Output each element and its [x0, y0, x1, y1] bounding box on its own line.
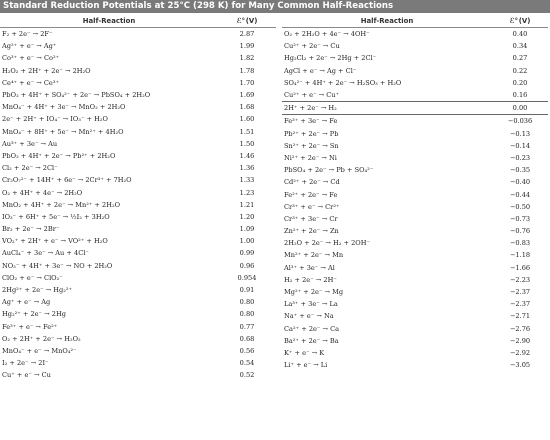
potential-value-cell: 0.52	[239, 371, 255, 380]
half-reaction-cell: Cu⁺ + e⁻ → Cu	[2, 371, 51, 380]
potential-value-cell: −0.23	[509, 153, 531, 162]
potential-header: ℰ° (V)	[492, 16, 548, 28]
potential-value-cell: 0.22	[512, 66, 528, 75]
potential-value-cell: −3.05	[509, 361, 531, 370]
half-reaction-header: Half-Reaction	[282, 16, 492, 28]
potential-unit: V	[248, 17, 255, 25]
potential-value-cell: 1.68	[239, 103, 255, 112]
table-row	[282, 359, 548, 371]
potential-symbol: ℰ°	[509, 17, 519, 25]
table-row	[282, 52, 548, 64]
table-row	[282, 152, 548, 164]
potential-value-cell: 1.50	[239, 139, 255, 148]
half-reaction-cell: Na⁺ + e⁻ → Na	[284, 312, 334, 321]
table-row	[0, 211, 276, 223]
potential-value-cell: 0.27	[512, 54, 528, 63]
potential-value-cell: 1.09	[239, 225, 255, 234]
half-reaction-cell: Mg²⁺ + 2e⁻ → Mg	[284, 288, 344, 297]
table-row	[0, 272, 276, 284]
half-reaction-cell: O₂ + 4H⁺ + 4e⁻ → 2H₂O	[2, 188, 83, 197]
table-row	[0, 247, 276, 259]
half-reaction-cell: Fe³⁺ + 3e⁻ → Fe	[284, 117, 338, 126]
half-reaction-cell: O₂ + 2H⁺ + 2e⁻ → H₂O₂	[2, 334, 81, 343]
table-row	[0, 296, 276, 308]
half-reaction-cell: PbO₂ + 4H⁺ + 2e⁻ → Pb²⁺ + 2H₂O	[2, 151, 116, 160]
potential-value-cell: −0.76	[509, 227, 531, 236]
half-reaction-cell: IO₃⁻ + 6H⁺ + 5e⁻ → ½I₂ + 3H₂O	[2, 212, 110, 221]
potential-value-cell: 1.70	[239, 78, 255, 87]
table-row	[0, 138, 276, 150]
potential-value-cell: 1.23	[239, 188, 255, 197]
half-reaction-cell: O₂ + 2H₂O + 4e⁻ → 4OH⁻	[284, 30, 370, 39]
potential-value-cell: 0.91	[239, 286, 255, 295]
table-row	[282, 298, 548, 310]
potential-value-cell: −0.83	[509, 239, 531, 248]
half-reaction-cell: MnO₄⁻ + 4H⁺ + 3e⁻ → MnO₂ + 2H₂O	[2, 103, 126, 112]
potential-value-cell: 1.78	[239, 66, 255, 75]
half-reaction-cell: Hg₂²⁺ + 2e⁻ → 2Hg	[2, 310, 66, 319]
table-row	[282, 40, 548, 52]
potential-value-cell: 0.56	[239, 346, 255, 355]
table-row	[0, 162, 276, 174]
potential-value-cell: −0.14	[509, 141, 531, 150]
potential-value-cell: −2.92	[509, 348, 531, 357]
potential-value-cell: −2.71	[509, 312, 531, 321]
table-row	[0, 77, 276, 89]
table-row	[282, 323, 548, 335]
potential-value-cell: −2.23	[509, 275, 531, 284]
potential-value-cell: 1.46	[239, 151, 255, 160]
half-reaction-cell: Cr³⁺ + e⁻ → Cr²⁺	[284, 202, 340, 211]
potential-value-cell: 1.69	[239, 91, 255, 100]
half-reaction-cell: Au³⁺ + 3e⁻ → Au	[2, 139, 58, 148]
table-row	[282, 89, 548, 102]
table-row	[282, 274, 548, 286]
table-row	[0, 113, 276, 125]
potential-value-cell: 2.87	[239, 30, 255, 39]
half-reaction-cell: 2e⁻ + 2H⁺ + IO₄⁻ → IO₃⁻ + H₂O	[2, 115, 108, 124]
left-potentials-table	[0, 16, 276, 381]
potential-value-cell: 1.82	[239, 54, 255, 63]
table-row	[0, 345, 276, 357]
table-row	[0, 89, 276, 101]
half-reaction-cell: Sn²⁺ + 2e⁻ → Sn	[284, 141, 339, 150]
potential-value-cell: 0.80	[239, 298, 255, 307]
potential-value-cell: 1.20	[239, 212, 255, 221]
potential-value-cell: 0.54	[239, 359, 255, 368]
table-row	[282, 115, 548, 128]
potential-header: ℰ° (V)	[218, 16, 276, 28]
table-row	[0, 223, 276, 235]
half-reaction-cell: Fe³⁺ + e⁻ → Fe²⁺	[2, 322, 58, 331]
half-reaction-cell: H₂O₂ + 2H⁺ + 2e⁻ → 2H₂O	[2, 66, 91, 75]
table-row	[0, 369, 276, 381]
potential-value-cell: 1.00	[239, 237, 255, 246]
half-reaction-cell: 2H₂O + 2e⁻ → H₂ + 2OH⁻	[284, 239, 370, 248]
potential-value-cell: 1.36	[239, 164, 255, 173]
potential-value-cell: 0.80	[239, 310, 255, 319]
potential-value-cell: −0.35	[509, 166, 531, 175]
table-row	[282, 28, 548, 41]
half-reaction-cell: F₂ + 2e⁻ → 2F⁻	[2, 30, 53, 39]
potential-value-cell: 0.68	[239, 334, 255, 343]
half-reaction-cell: Cd²⁺ + 2e⁻ → Cd	[284, 178, 340, 187]
half-reaction-cell: K⁺ + e⁻ → K	[284, 348, 325, 357]
table-row	[282, 65, 548, 77]
table-row	[0, 321, 276, 333]
half-reaction-cell: PbO₂ + 4H⁺ + SO₄²⁻ + 2e⁻ → PbSO₄ + 2H₂O	[2, 91, 151, 100]
potential-value-cell: −0.73	[509, 214, 531, 223]
right-header-row	[282, 16, 548, 28]
table-row	[282, 164, 548, 176]
half-reaction-cell: Cu²⁺ + 2e⁻ → Cu	[284, 42, 340, 51]
half-reaction-cell: SO₄²⁻ + 4H⁺ + 2e⁻ → H₂SO₃ + H₂O	[284, 78, 402, 87]
half-reaction-cell: 2H⁺ + 2e⁻ → H₂	[282, 102, 492, 115]
table-row	[0, 235, 276, 247]
potential-value-cell: −1.66	[509, 263, 531, 272]
potential-value-cell: 0.99	[239, 249, 255, 258]
half-reaction-cell: La³⁺ + 3e⁻ → La	[284, 300, 338, 309]
half-reaction-cell: Mn²⁺ + 2e⁻ → Mn	[284, 251, 344, 260]
table-row	[0, 150, 276, 162]
half-reaction-cell: MnO₂ + 4H⁺ + 2e⁻ → Mn²⁺ + 2H₂O	[2, 200, 121, 209]
half-reaction-cell: Ba²⁺ + 2e⁻ → Ba	[284, 336, 339, 345]
half-reaction-cell: Br₂ + 2e⁻ → 2Br⁻	[2, 225, 60, 234]
table-row	[282, 102, 548, 115]
potential-value-cell: 0.96	[239, 261, 255, 270]
table-row	[0, 308, 276, 320]
potential-value-cell: −2.37	[509, 300, 531, 309]
table-row	[282, 201, 548, 213]
potential-value-cell: −0.13	[509, 129, 531, 138]
potential-value-cell: 0.954	[237, 273, 257, 282]
table-row	[282, 249, 548, 261]
potential-value-cell: −1.18	[509, 251, 531, 260]
table-row	[282, 347, 548, 359]
half-reaction-cell: ClO₂ + e⁻ → ClO₂⁻	[2, 273, 63, 282]
half-reaction-cell: Cr₂O₇²⁻ + 14H⁺ + 6e⁻ → 2Cr³⁺ + 7H₂O	[2, 176, 132, 185]
half-reaction-cell: Zn²⁺ + 2e⁻ → Zn	[284, 227, 339, 236]
table-row	[282, 176, 548, 188]
potential-value-cell: −2.76	[509, 324, 531, 333]
potential-value-cell: 1.99	[239, 42, 255, 51]
table-row	[0, 40, 276, 52]
half-reaction-cell: Cl₂ + 2e⁻ → 2Cl⁻	[2, 164, 58, 173]
left-table-body	[0, 28, 276, 382]
half-reaction-cell: Ag⁺ + e⁻ → Ag	[2, 298, 51, 307]
table-row	[0, 333, 276, 345]
half-reaction-cell: Li⁺ + e⁻ → Li	[284, 361, 328, 370]
half-reaction-cell: Ag²⁺ + e⁻ → Ag⁺	[2, 42, 57, 51]
half-reaction-cell: NO₃⁻ + 4H⁺ + 3e⁻ → NO + 2H₂O	[2, 261, 113, 270]
right-table-panel	[282, 16, 548, 371]
left-table-panel	[0, 16, 276, 381]
half-reaction-cell: AuCl₄⁻ + 3e⁻ → Au + 4Cl⁻	[2, 249, 89, 258]
potential-value-cell: 0.00	[492, 102, 548, 115]
potential-value-cell: 1.21	[239, 200, 255, 209]
table-row	[282, 188, 548, 200]
potential-value-cell: 0.34	[512, 42, 528, 51]
half-reaction-cell: AgCl + e⁻ → Ag + Cl⁻	[284, 66, 357, 75]
potential-value-cell: 0.20	[512, 78, 528, 87]
potential-value-cell: −0.44	[509, 190, 531, 199]
half-reaction-cell: Co³⁺ + e⁻ → Co²⁺	[2, 54, 60, 63]
potential-value-cell: −2.37	[509, 288, 531, 297]
potential-value-cell: 1.51	[239, 127, 255, 136]
half-reaction-cell: Pb²⁺ + 2e⁻ → Pb	[284, 129, 339, 138]
potential-unit: V	[521, 17, 528, 25]
table-row	[282, 286, 548, 298]
potential-value-cell: −2.90	[509, 336, 531, 345]
table-row	[0, 126, 276, 138]
table-title: Standard Reduction Potentials at 25°C (298 K) for Many Common Half-Reactions	[0, 0, 550, 13]
table-row	[282, 237, 548, 249]
left-header-row	[0, 16, 276, 28]
table-row	[0, 199, 276, 211]
potential-value-cell: −0.50	[509, 202, 531, 211]
table-row	[0, 65, 276, 77]
table-row	[282, 213, 548, 225]
table-row	[0, 101, 276, 113]
table-row	[0, 186, 276, 198]
table-row	[282, 310, 548, 322]
table-row	[0, 52, 276, 64]
table-row	[282, 262, 548, 274]
half-reaction-cell: MnO₄⁻ + e⁻ → MnO₄²⁻	[2, 346, 77, 355]
half-reaction-cell: Hg₂Cl₂ + 2e⁻ → 2Hg + 2Cl⁻	[284, 54, 377, 63]
potential-value-cell: 0.77	[239, 322, 255, 331]
potential-value-cell: 1.33	[239, 176, 255, 185]
potential-value-cell: 0.16	[512, 91, 528, 100]
table-row	[282, 140, 548, 152]
half-reaction-cell: H₂ + 2e⁻ → 2H⁻	[284, 275, 337, 284]
half-reaction-cell: Cr³⁺ + 3e⁻ → Cr	[284, 214, 338, 223]
table-row	[0, 357, 276, 369]
potential-symbol: ℰ°	[236, 17, 246, 25]
right-potentials-table	[282, 16, 548, 371]
half-reaction-cell: I₂ + 2e⁻ → 2I⁻	[2, 359, 49, 368]
potential-value-cell: 0.40	[512, 30, 528, 39]
table-row	[0, 284, 276, 296]
half-reaction-cell: VO₂⁺ + 2H⁺ + e⁻ → VO²⁺ + H₂O	[2, 237, 108, 246]
table-row	[282, 225, 548, 237]
table-row	[282, 77, 548, 89]
right-table-body	[282, 28, 548, 372]
half-reaction-cell: MnO₄⁻ + 8H⁺ + 5e⁻ → Mn²⁺ + 4H₂O	[2, 127, 124, 136]
half-reaction-cell: Ca²⁺ + 2e⁻ → Ca	[284, 324, 340, 333]
table-row	[282, 335, 548, 347]
half-reaction-cell: Ce⁴⁺ + e⁻ → Ce³⁺	[2, 78, 59, 87]
potential-value-cell: −0.036	[507, 117, 533, 126]
table-row	[0, 260, 276, 272]
potential-value-cell: 1.60	[239, 115, 255, 124]
potential-value-cell: −0.40	[509, 178, 531, 187]
half-reaction-cell: 2Hg²⁺ + 2e⁻ → Hg₂²⁺	[2, 286, 73, 295]
half-reaction-cell: Cu²⁺ + e⁻ → Cu⁺	[284, 91, 340, 100]
table-row	[0, 174, 276, 186]
table-row	[282, 128, 548, 140]
half-reaction-cell: Al³⁺ + 3e⁻ → Al	[284, 263, 335, 272]
half-reaction-header: Half-Reaction	[0, 16, 218, 28]
half-reaction-cell: Ni²⁺ + 2e⁻ → Ni	[284, 153, 337, 162]
half-reaction-cell: Fe²⁺ + 2e⁻ → Fe	[284, 190, 338, 199]
half-reaction-cell: PbSO₄ + 2e⁻ → Pb + SO₄²⁻	[284, 166, 374, 175]
table-row	[0, 28, 276, 41]
